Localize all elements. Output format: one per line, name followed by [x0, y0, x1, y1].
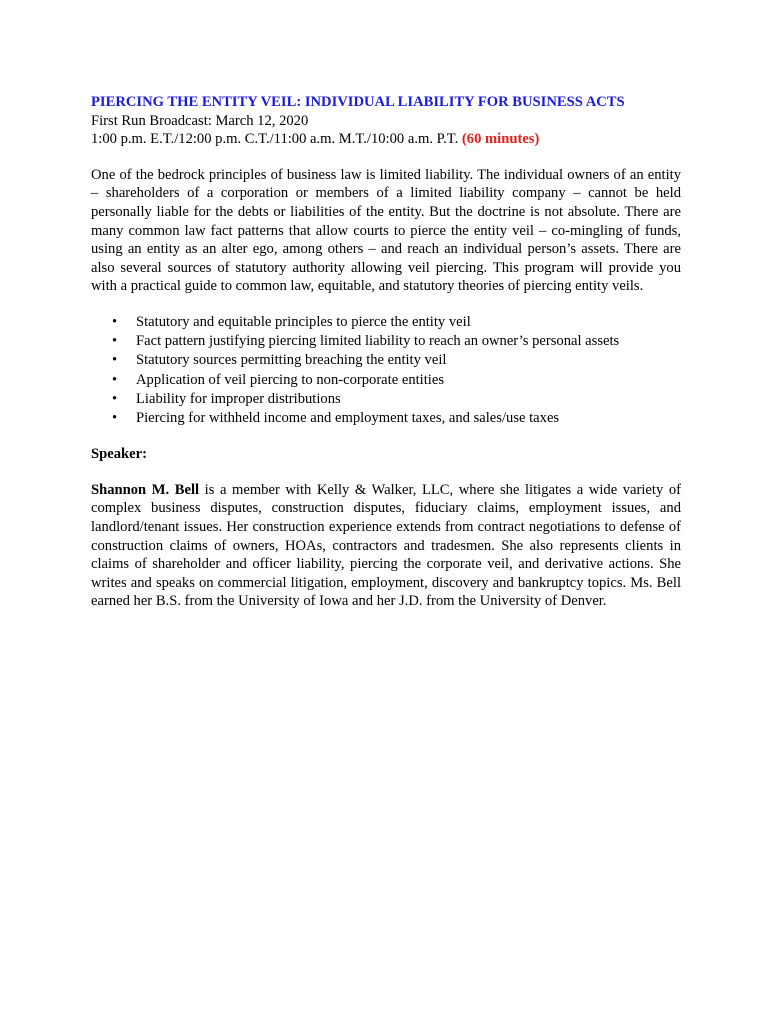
program-duration: (60 minutes)	[461, 131, 540, 148]
list-item	[91, 313, 681, 332]
topic-text: Fact pattern justifying piercing limited liability to reach an owner’s personal assets	[136, 333, 620, 350]
spacer	[91, 296, 681, 313]
spacer	[91, 149, 681, 166]
spacer	[91, 464, 681, 481]
bullet-icon: •	[112, 390, 118, 407]
speaker-name: Shannon M. Bell	[91, 481, 200, 498]
list-item	[91, 332, 681, 351]
broadcast-date: First Run Broadcast: March 12, 2020	[91, 112, 309, 129]
topic-text: Statutory and equitable principles to pierce the entity veil	[136, 313, 471, 330]
speaker-bio	[91, 481, 681, 611]
list-item	[91, 351, 681, 370]
spacer	[91, 428, 681, 445]
topic-list	[91, 313, 681, 428]
bullet-icon: •	[112, 409, 118, 426]
topic-text: Piercing for withheld income and employment taxes, and sales/use taxes	[136, 409, 560, 426]
list-item	[91, 371, 681, 390]
program-title: PIERCING THE ENTITY VEIL: INDIVIDUAL LIABILITY FOR BUSINESS ACTS	[91, 94, 625, 110]
topic-text: Statutory sources permitting breaching the entity veil	[136, 352, 447, 369]
time-zones: 1:00 p.m. E.T./12:00 p.m. C.T./11:00 a.m. M.T./10:00 a.m. P.T.	[91, 131, 459, 148]
document-page	[91, 93, 681, 611]
speaker-heading: Speaker:	[91, 446, 147, 463]
broadcast-times	[91, 130, 681, 149]
list-item	[91, 390, 681, 409]
list-item	[91, 409, 681, 428]
topic-text: Liability for improper distributions	[136, 390, 341, 407]
bullet-icon: •	[112, 371, 118, 388]
program-description: One of the bedrock principles of business law is limited liability. The individual owners of an entity – shareholders of a corporation or members of a limited liability company – cannot be held personally liable for the debts or liabilities of the entity. But the doctrine is not absolute. There are many common law fact patterns that allow courts to pierce the entity veil – co-mingling of funds, using an entity as an alter ego, among others – and reach an individual person’s assets. There are also several sources of statutory authority allowing veil piercing. This program will provide you with a practical guide to common law, equitable, and statutory theories of piercing entity veils.	[91, 166, 681, 295]
bullet-icon: •	[112, 313, 118, 330]
speaker-bio-text: is a member with Kelly & Walker, LLC, where she litigates a wide variety of complex business disputes, construction disputes, fiduciary claims, employment issues, and landlord/tenant issues. Her construction experience extends from contract negotiations to defense of construction claims of owners, HOAs, contractors and tradesmen. She also represents clients in claims of shareholder and officer liability, piercing the corporate veil, and derivative actions. She writes and speaks on commercial litigation, employment, discovery and bankruptcy topics. Ms. Bell earned her B.S. from the University of Iowa and her J.D. from the University of Denver.	[91, 481, 681, 610]
bullet-icon: •	[112, 333, 118, 350]
topic-text: Application of veil piercing to non-corporate entities	[136, 371, 444, 388]
bullet-icon: •	[112, 352, 118, 369]
